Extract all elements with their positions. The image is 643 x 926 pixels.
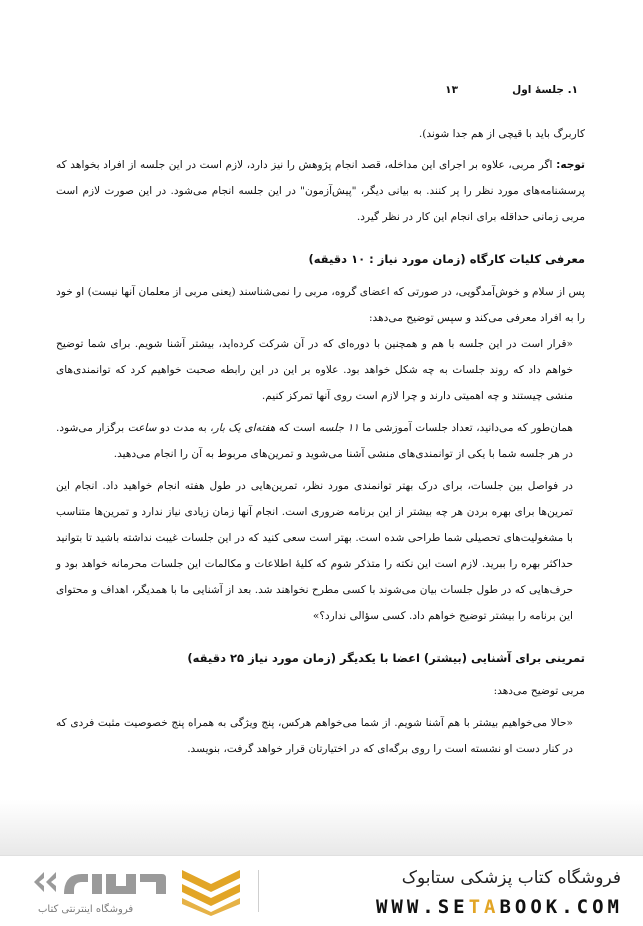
setabook-logo-icon (30, 860, 170, 904)
intro-p3-part1: همان‌طور که می‌دانید، تعداد جلسات آموزشی ما (358, 422, 573, 434)
store-url[interactable] (376, 896, 623, 918)
intro-p3-part2: است که (275, 422, 319, 434)
store-logo-wordmark (30, 860, 170, 904)
exercise-paragraph-1: مربی توضیح می‌دهد: (493, 685, 585, 697)
intro-paragraph-4: در فواصل بین جلسات، برای درک بهتر توانمندی مورد نظر، تمرین‌هایی در طول هفته انجام خواهید داد. انجام این تمرین‌ها برای بهره بردن هر چه بیشتر از این برنامه ضروری است. انجام آنها زمان زیادی نیاز ندارد و تمرین‌ها متناسب با مشغولیت‌های تحصیلی شما طراحی شده است. بهتر است سعی کنید که در این جلسات غیبت نداشته باشید تا بتوانید حداکثر بهره را ببرید. لازم است این نکته را متذکر شوم که کلیهٔ اطلاعات و مکالمات این جلسات محرمانه خواهد بود و حرف‌هایی که در طول جلسات بیان می‌شوند با کسی مطرح نخواهند شد. بعد از آشنایی ما با همدیگر، اهداف و محتوای این برنامه را بیشتر توضیح خواهم داد. کسی سؤالی ندارد؟» (56, 480, 573, 622)
intro-paragraph-1: پس از سلام و خوش‌آمدگویی، در صورتی که اعضای گروه، مربی را نمی‌شناسند (یعنی مربی از معلمان آنها نیست) او خود را به افراد معرفی می‌کند و سپس توضیح می‌دهد: (56, 286, 585, 324)
section-heading-intro: معرفی کلیات کارگاه (زمان مورد نیاز : ۱۰ دقیقه) (308, 252, 585, 266)
intro-p3-weekly: هفته‌ای یک بار (213, 422, 276, 434)
intro-p3-hours: ساعت (127, 422, 157, 434)
store-url-accent: TA (468, 896, 500, 918)
intro-p3-part3: ، به مدت دو (156, 422, 214, 434)
note-text: اگر مربی، علاوه بر اجرای این مداخله، قصد انجام پژوهش را نیز دارد، لازم است در این جلسه از افراد بخواهد که پرسشنامه‌های مورد نظر را پر کنند. به بیانی دیگر، "پیش‌آزمون" در این جلسه انجام می‌شود. در این صورت لازم است مربی زمانی حداقله برای انجام این کار در نظر گیرد. (56, 159, 585, 223)
intro-p3-part4: برگزار می‌شود. در هر جلسه شما با یکی از توانمندی‌های منشی آشنا می‌شوید و تمرین‌های مربوط به آن را انجام می‌دهید. (56, 422, 573, 460)
note-label: توجه: (556, 159, 585, 171)
intro-paragraph-3 (56, 415, 585, 467)
intro-paragraph-2: «قرار است در این جلسه با هم و همچنین با دوره‌ای که در آن شرکت کرده‌اید، بیشتر آشنا شویم. برای شما توضیح خواهم داد که روند جلسات به چه شکل خواهد بود. علاوه بر این در این رابطه صحبت خواهیم کرد که توانمندی‌های منشی چیستند و چه اهمیتی دارند و چرا لازم است روی آنها تمرکز کنیم. (56, 338, 573, 402)
store-name: فروشگاه کتاب پزشکی ستابوک (401, 868, 621, 888)
book-chevron-logo-icon (176, 864, 246, 916)
page-number: ۱۳ (445, 84, 458, 96)
running-head (70, 84, 578, 100)
logo-tagline: فروشگاه اینترنتی کتاب (38, 904, 134, 915)
intro-p3-sessions: ۱۱ جلسه (318, 422, 359, 434)
exercise-paragraph-2: «حالا می‌خواهیم بیشتر با هم آشنا شویم. از شما می‌خواهم هرکس، پنج ویژگی به همراه پنج خصوصیت مثبت فردی که در کنار دست او نشسته است را روی برگه‌ای که در اختیارتان قرار خواهد گرفت، بنویسد. (56, 717, 573, 755)
body-text (56, 121, 585, 762)
store-url-part1: WWW.SE (375, 896, 469, 918)
chapter-title: ۱. جلسهٔ اول (512, 84, 578, 96)
continued-line: کاربرگ باید با قیچی از هم جدا شوند). (418, 128, 585, 140)
section-heading-exercise: تمرینی برای آشنایی (بیشتر) اعضا با یکدیگر (زمان مورد نیاز ۲۵ دقیقه) (187, 651, 585, 665)
store-url-part2: BOOK.COM (499, 896, 623, 918)
note-paragraph (56, 152, 585, 230)
footer-divider (258, 870, 259, 912)
store-watermark-band (0, 855, 643, 926)
